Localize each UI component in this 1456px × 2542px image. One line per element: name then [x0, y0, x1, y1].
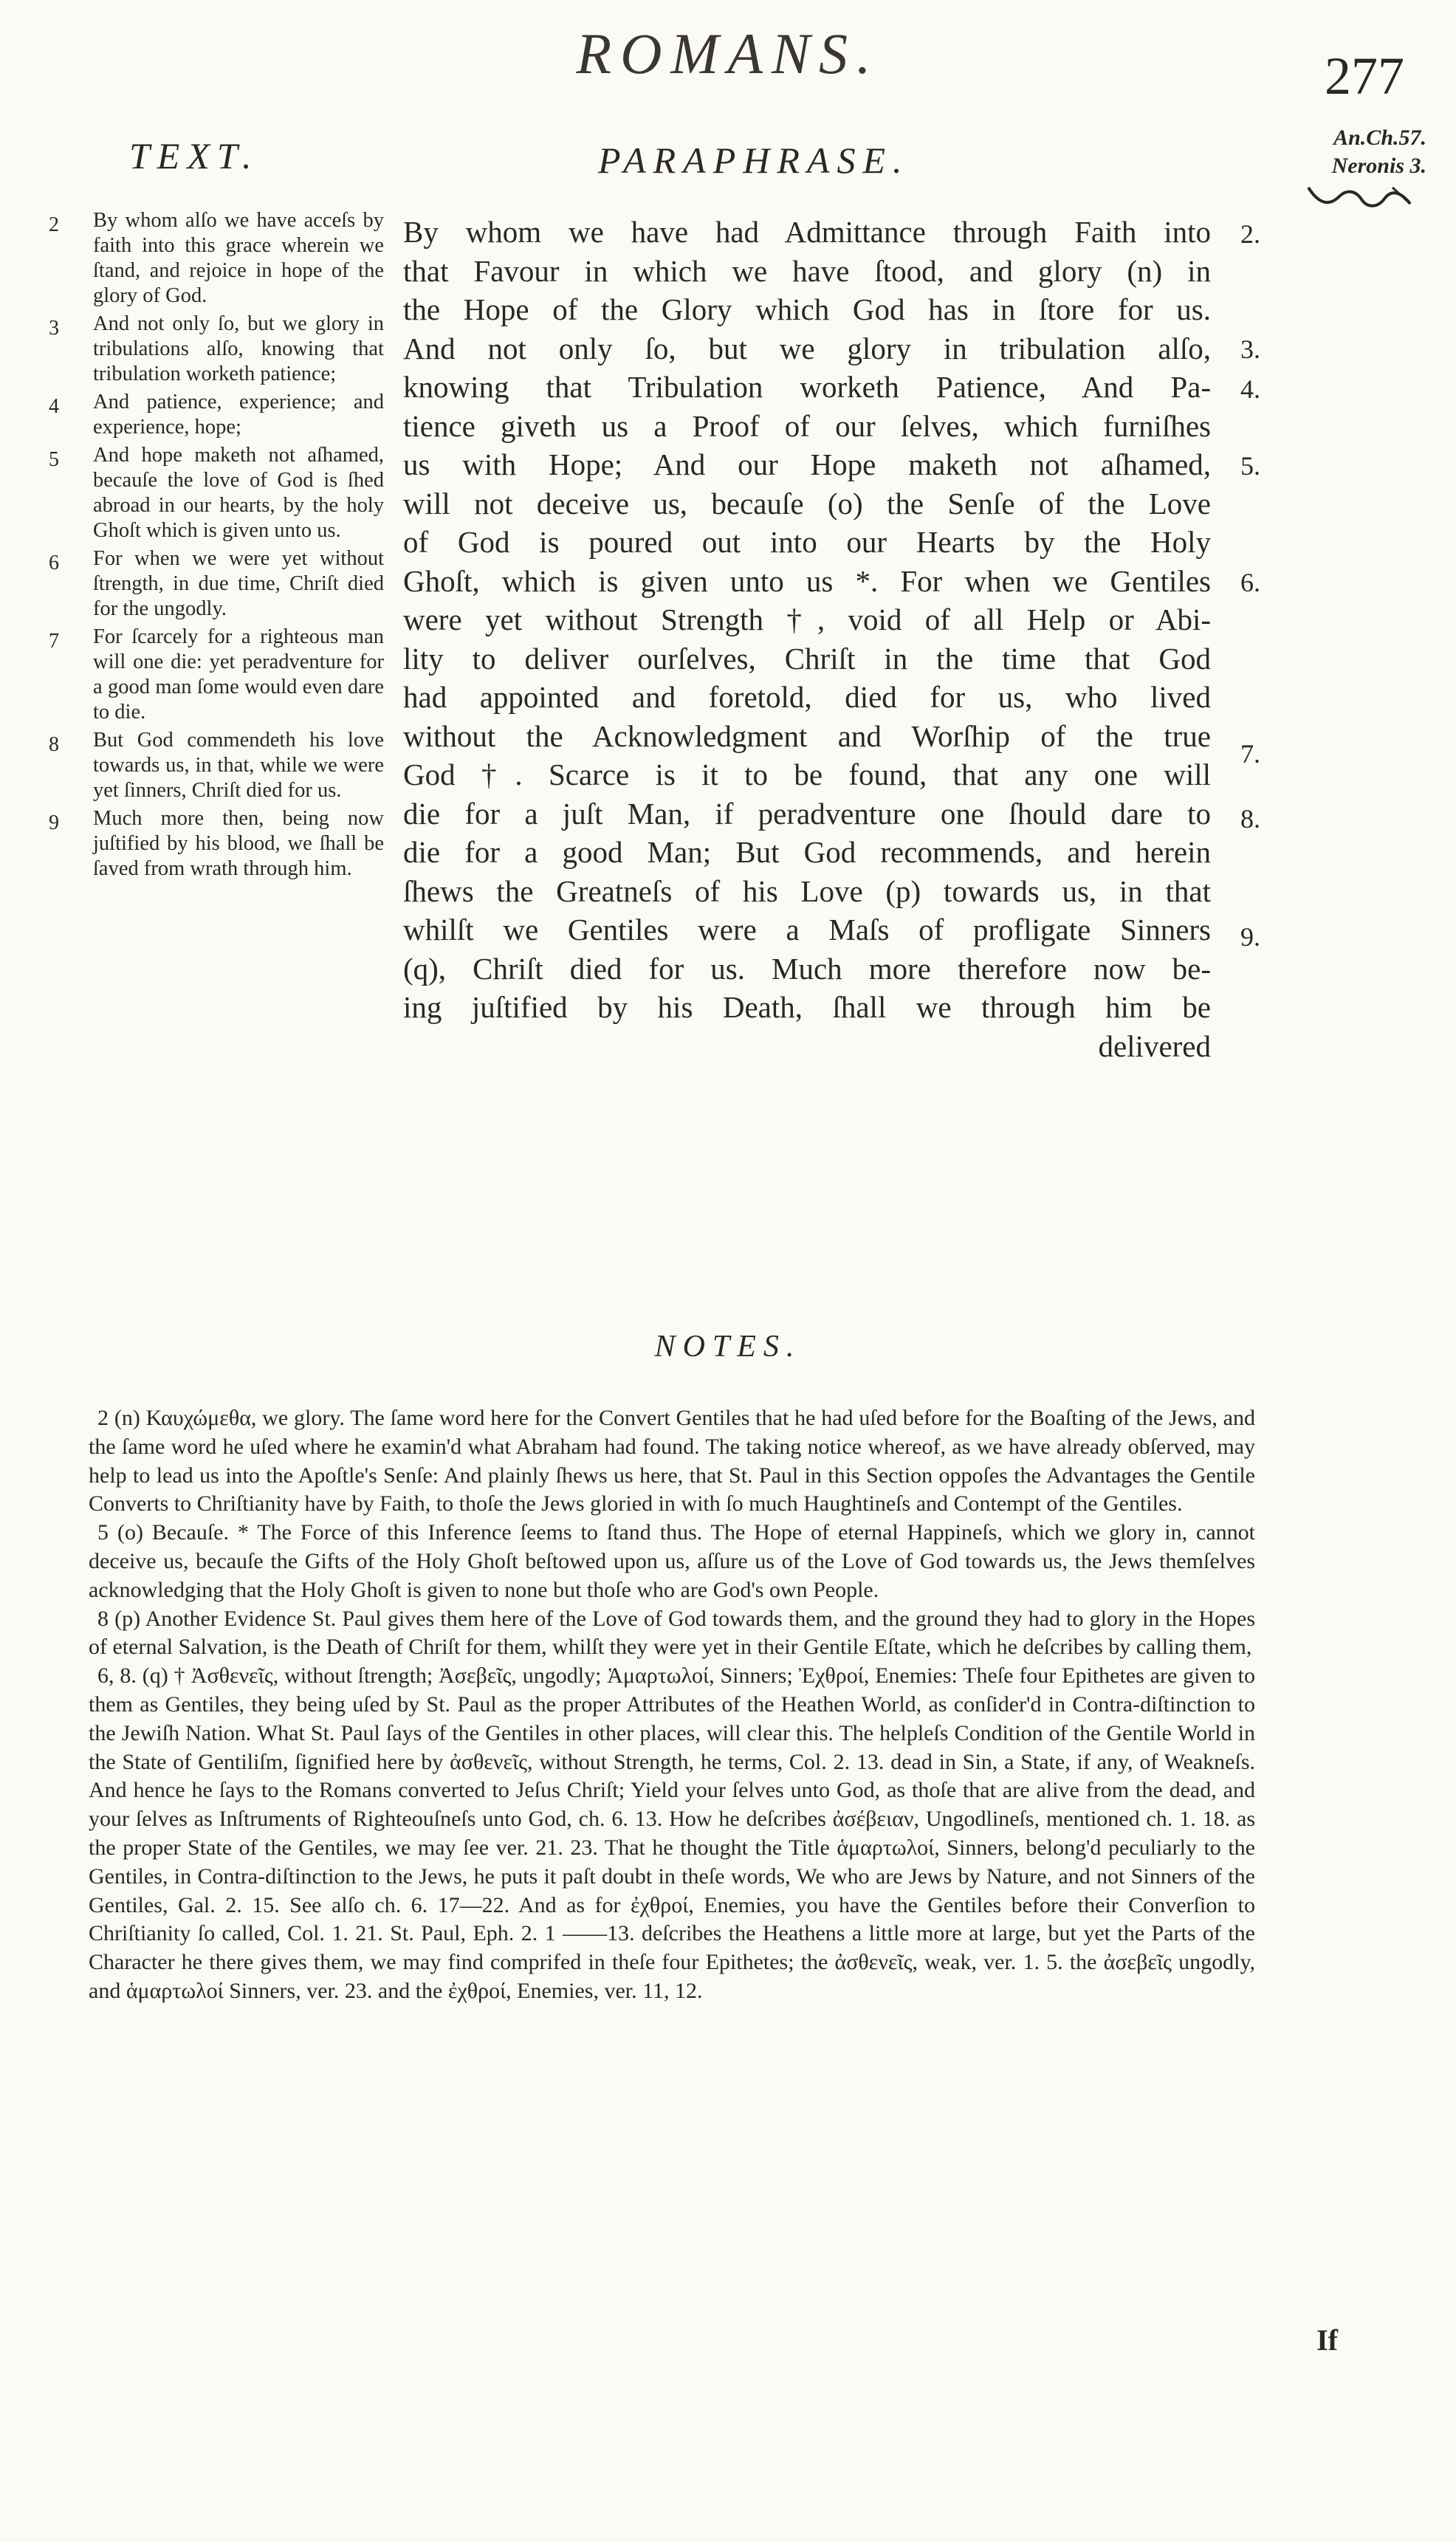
paraphrase-catchword: delivered	[1098, 1028, 1211, 1063]
paraphrase-line: lity to deliver ourſelves, Chriſt in the time that God	[403, 641, 1211, 676]
notes-heading: NOTES.	[654, 1330, 802, 1364]
verse-text: By whom alſo we have acceſs by faith into this grace wherein we ſtand, and rejoice in hope of the glory of God.	[93, 209, 384, 307]
verse-text: And patience, experience; and experience, hope;	[93, 391, 384, 439]
verse-text: For ſcarcely for a righteous man will one die: yet peradventure for a good man ſome would even dare to die.	[93, 625, 384, 724]
page-number: 277	[1325, 47, 1404, 106]
chronology-margin-note	[1294, 124, 1426, 180]
paraphrase-line: Ghoſt, which is given unto us *. For when we Gentiles	[403, 563, 1211, 598]
paraphrase-line: die for a juſt Man, if peradventure one ſhould dare to	[403, 796, 1211, 831]
running-title: ROMANS.	[576, 21, 880, 86]
verse-text: And not only ſo, but we glory in tribulations alſo, knowing that tribulation worketh patience;	[93, 312, 384, 385]
paraphrase-line: that Favour in which we have ſtood, and glory (n) in	[403, 253, 1211, 288]
verse-number: 7	[49, 630, 59, 653]
paraphrase-line: knowing that Tribulation worketh Patience, And Pa-	[403, 370, 1211, 404]
verse-number: 9	[49, 811, 59, 834]
paraphrase-line: of God is poured out into our Hearts by the Holy	[403, 525, 1211, 559]
margin-verse-number: 7.	[1240, 739, 1260, 769]
verse-text: Much more then, being now juſtified by his blood, we ſhall be ſaved from wrath through him.	[93, 807, 384, 880]
verse-number: 8	[49, 733, 59, 756]
verse	[41, 390, 384, 440]
paraphrase-line: God †. Scarce is it to be found, that any one will	[403, 758, 1211, 791]
verse	[41, 728, 384, 803]
notes-section	[89, 1404, 1255, 2006]
margin-verse-number: 8.	[1240, 804, 1260, 834]
verse-number: 2	[49, 213, 59, 236]
page-catchword: If	[1316, 2323, 1338, 2357]
verse-text: But God commendeth his love towards us, in that, while we were yet ſinners, Chriſt died for us.	[93, 729, 384, 802]
verse	[41, 806, 384, 882]
paraphrase-line: the Hope of the Glory which God has in ſtore for us.	[403, 292, 1211, 326]
paraphrase-column-heading: PARAPHRASE.	[598, 140, 910, 181]
margin-verse-number: 3.	[1240, 334, 1260, 364]
paraphrase-line: ſhews the Greatneſs of his Love (p) towards us, in that	[403, 873, 1211, 908]
footnote: 5 (o) Becauſe. * The Force of this Inference ſeems to ſtand thus. The Hope of eternal Happineſs, which we glory in, cannot deceive us, becauſe the Gifts of the Holy Ghoſt beſtowed upon us, aſſure us of the Love of God towards us, the Jews themſelves acknowledging that the Holy Ghoſt is given to none but thoſe who are God's own People.	[89, 1520, 1255, 1602]
paraphrase-column	[403, 213, 1211, 1065]
paraphrase-line: whilſt we Gentiles were a Maſs of profligate Sinners	[403, 913, 1211, 947]
scripture-text-column	[41, 208, 384, 884]
date-year: An.Ch.57.	[1333, 126, 1426, 150]
margin-verse-number: 6.	[1240, 568, 1260, 597]
paraphrase-line: will not deceive us, becauſe (o) the Senſe of the Love	[403, 486, 1211, 521]
margin-verse-number: 5.	[1240, 451, 1260, 481]
paraphrase-line: die for a good Man; But God recommends, and herein	[403, 835, 1211, 869]
paraphrase-line: without the Acknowledgment and Worſhip of the true	[403, 718, 1211, 753]
date-reign: Neronis 3.	[1331, 154, 1426, 178]
flourish-ornament-icon	[1304, 182, 1415, 214]
paraphrase-line: tience giveth us a Proof of our ſelves, which furniſhes	[403, 408, 1211, 443]
verse-text: And hope maketh not aſhamed, becauſe the love of God is ſhed abroad in our hearts, by the holy Ghoſt which is given unto us.	[93, 444, 384, 542]
footnote: 8 (p) Another Evidence St. Paul gives them here of the Love of God towards them, and the ground they had to glory in the Hopes of eternal Salvation, is the Death of Chriſt for them, whilſt they were yet in their Gentile Eſtate, which he deſcribes by calling them,	[89, 1606, 1255, 1660]
paraphrase-line: were yet without Strength †, void of all Help or Abi-	[403, 602, 1211, 636]
margin-verse-number: 2.	[1240, 219, 1260, 249]
verse-number: 3	[49, 317, 59, 340]
verse-number: 6	[49, 552, 59, 574]
paraphrase-line: By whom we have had Admittance through Faith into	[403, 215, 1211, 249]
paraphrase-line: had appointed and foretold, died for us, who lived	[403, 680, 1211, 714]
margin-verse-number: 9.	[1240, 922, 1260, 952]
footnote: 2 (n) Καυχώμεθα, we glory. The ſame word here for the Convert Gentiles that he had uſed before for the Boaſting of the Jews, and the ſame word he uſed where he examin'd what Abraham had found. The taking notice whereof, as we have already obſerved, may help to lead us into the Apoſtle's Senſe: And plainly ſhews us here, that St. Paul in this Section oppoſes the Advantages the Gentile Converts to Chriſtianity have by Faith, to thoſe the Jews gloried in with ſo much Haughtineſs and Contempt of the Gentiles.	[89, 1406, 1255, 1516]
verse	[41, 208, 384, 309]
paraphrase-line: And not only ſo, but we glory in tribulation alſo,	[403, 331, 1211, 365]
verse-number: 5	[49, 448, 59, 471]
verse	[41, 443, 384, 543]
verse	[41, 546, 384, 622]
verse	[41, 312, 384, 387]
verse-number: 4	[49, 395, 59, 418]
verse-text: For when we were yet without ſtrength, in due time, Chriſt died for the ungodly.	[93, 547, 384, 620]
paraphrase-line: (q), Chriſt died for us. Much more therefore now be-	[403, 951, 1211, 986]
verse	[41, 625, 384, 725]
text-column-heading: TEXT.	[129, 135, 259, 176]
paraphrase-line: ing juſtified by his Death, ſhall we through him be	[403, 990, 1211, 1024]
margin-verse-number: 4.	[1240, 374, 1260, 404]
footnote: 6, 8. (q) † Ἀσθενεῖς, without ſtrength; Ἀσεβεῖς, ungodly; Ἁμαρτωλοί, Sinners; Ἐχθροί, Enemies: Theſe four Epithetes are given to them as Gentiles, they being uſed by St. Paul as the proper Attributes of the Heathen World, as conſider'd in Contra-diſtinction to the Jewiſh Nation. What St. Paul ſays of the Gentiles in other places, will clear this. The helpleſs Condition of the Gentile World in the State of Gentiliſm, ſignified here by ἀσθενεῖς, without Strength, he terms, Col. 2. 13. dead in Sin, a State, if any, of Weakneſs. And hence he ſays to the Romans converted to Jeſus Chriſt; Yield your ſelves unto God, as thoſe that are alive from the dead, and your ſelves as Inſtruments of Righteouſneſs unto God, ch. 6. 13. How he deſcribes ἀσέβειαν, Ungodlineſs, mentioned ch. 1. 18. as the proper State of the Gentiles, we may ſee ver. 21. 23. That he thought the Title ἁμαρτωλοί, Sinners, belong'd peculiarly to the Gentiles, in Contra-diſtinction to the Jews, he puts it paſt doubt in theſe words, We who are Jews by Nature, and not Sinners of the Gentiles, Gal. 2. 15. See alſo ch. 6. 17—22. And as for ἐχθροί, Enemies, you have the Gentiles before their Converſion to Chriſtianity ſo called, Col. 1. 21. St. Paul, Eph. 2. 1 ——13. deſcribes the Heathens a little more at large, but yet the Parts of the Character he there gives them, we may find comprifed in theſe four Epithetes; the ἀσθενεῖς, weak, ver. 1. 5. the ἀσεβεῖς ungodly, and ἁμαρτωλοί Sinners, ver. 23. and the ἐχθροί, Enemies, ver. 11, 12.	[89, 1663, 1255, 2003]
paraphrase-line: us with Hope; And our Hope maketh not aſhamed,	[403, 447, 1211, 481]
